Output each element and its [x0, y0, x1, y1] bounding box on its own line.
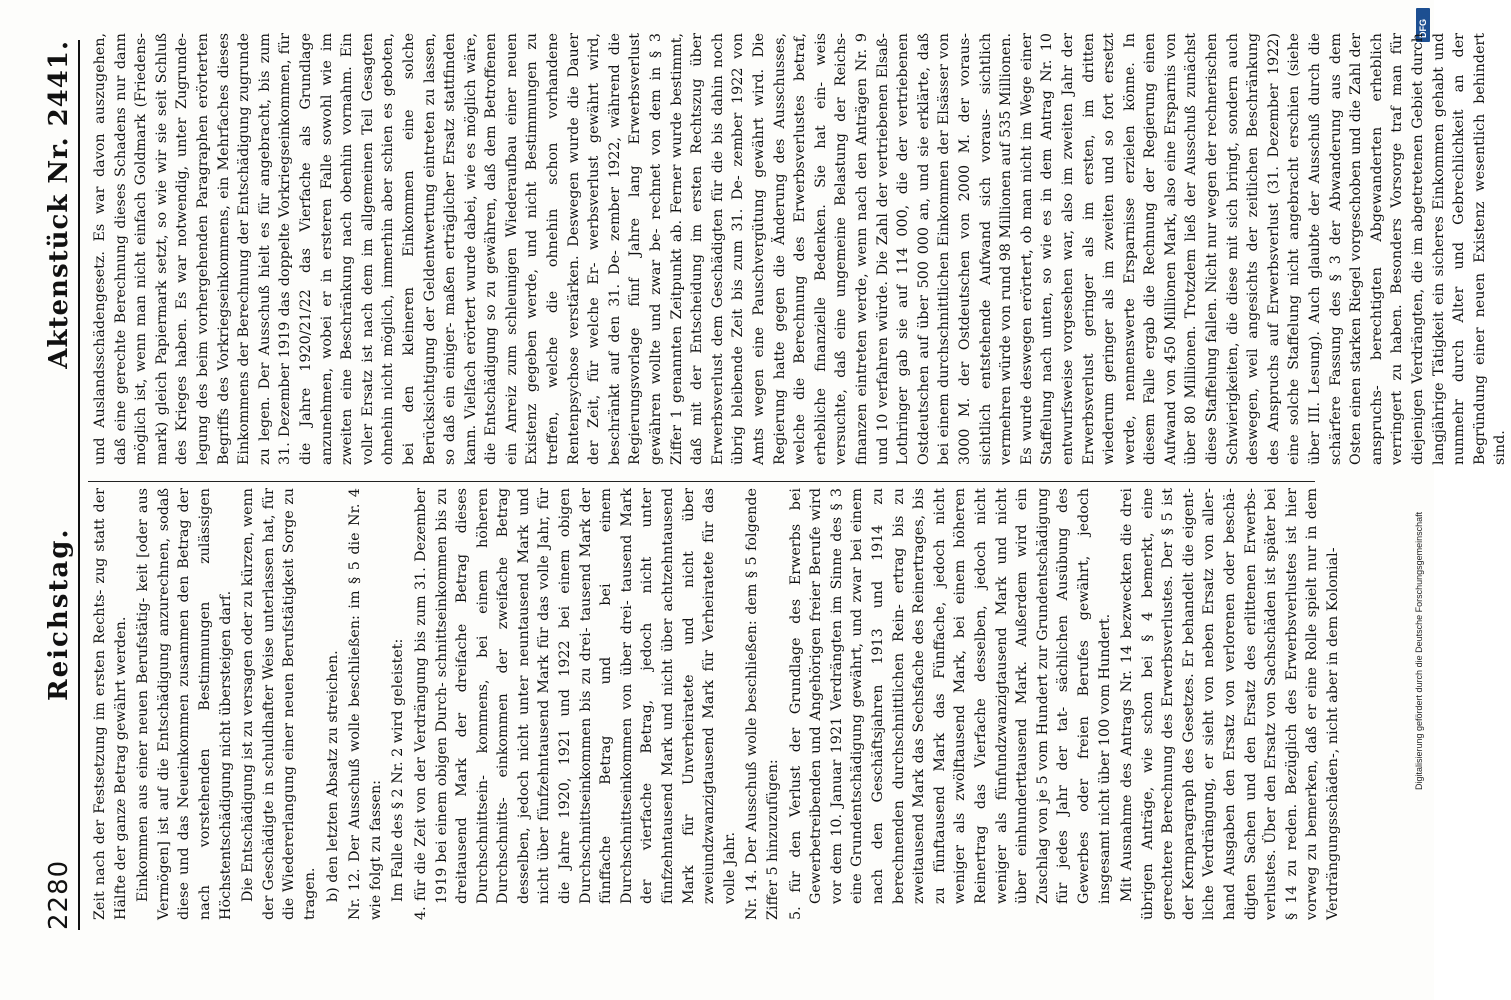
body-paragraph: Einkommen aus einer neuen Berufstätig- keit [oder aus Vermögen] ist auf die Entschädigung anzurechnen, sodaß diese und das Neueinkommen zusammen den Betrag der nach vorstehenden Bestimmungen zulässigen Höchstentschädigung nicht übersteigen darf. — [135, 488, 234, 920]
dfg-logo: DFG — [1416, 8, 1430, 42]
digitization-credit-text: Digitalisierung gefördert durch die Deutsche Forschungsgemeinschaft — [1414, 511, 1424, 790]
body-paragraph: Nr. 14. Der Ausschuß wolle beschließen: dem § 5 folgende Ziffer 5 hinzuzufügen: — [744, 488, 781, 920]
list-item-paragraph: 5. für den Verlust der Grundlage des Erwerbs bei Gewerbetreibenden und Angehörigen freier Berufe wird vor dem 10. Januar 1921 Verdrängten im Sinne des § 3 eine Grundentschädigung gewährt, und zwar bei einem nach den Geschäftsjahren 1913 und 1914 zu berechnenden durchschnittlichen Rein- ertrag bis zu zweitausend Mark das Sechsfache des Reinertrages, bis zu fünftausend Mark das Fünffache, jedoch nicht weniger als zwölftausend Mark, bei einem höheren Reinertrag das Vierfache desselben, jedoch nicht weniger als fünfundzwanzigtausend Mark und nicht über einhunderttausend Mark. Außerdem wird ein Zuschlag von je 5 vom Hundert zur Grundentschädigung für jedes Jahr der tat- sächlichen Ausübung des Gewerbes oder freien Berufes gewährt, jedoch insgesamt nicht über 100 vom Hundert. — [787, 488, 1113, 920]
body-paragraph: Die Entschädigung ist zu versagen oder zu kürzen, wenn der Geschädigte in schuldhafter Weise unterlassen hat, für die Wiedererlangung einer neuen Berufstätigkeit Sorge zu tragen. — [240, 488, 318, 920]
body-paragraph: b) den letzten Absatz zu streichen. — [324, 650, 341, 902]
left-text-column — [90, 488, 1342, 920]
column-divider — [88, 481, 1315, 482]
page-number: 2280 — [44, 859, 74, 930]
body-paragraph: und Auslandsschädengesetz. Es war davon auszugehen, daß eine gerechte Berechnung dieses Schadens nur dann möglich ist, wenn man nicht einfach Goldmark (Friedens- mark) gleich Papiermark setzt, so wie wir sie seit Schluß des Krieges haben. Es war notwendig, unter Zugrunde- legung des beim vorhergehenden Paragraphen erörterten Begriffs des Vorkriegseinkommens, ein Mehrfaches dieses Einkommens der Berechnung der Entschädigung zugrunde zu legen. Der Ausschuß hielt es für angebracht, bis zum 31. Dezember 1919 das doppelte Vorkriegseinkommen, für die Jahre 1920/21/22 das Vierfache als Grundlage anzunehmen, wobei er in ersteren Falle sowohl wie im zweiten eine Beschränkung nach obenhin vornahm. Ein voller Ersatz ist nach dem im allgemeinen Teil Gesagten ohnehin nicht möglich, immerhin aber schien es geboten, bei den kleineren Einkommen eine solche Berücksichtigung der Geldentwertung eintreten zu lassen, so daß ein einiger- maßen erträglicher Ersatz stattfinden kann. Vielfach erörtert wurde dabei, wie es möglich wäre, die Entschädigung so zu gewähren, daß dem Betroffenen ein Anreiz zum schleunigen Wiederaufbau einer neuen Existenz gegeben werde, und nicht Bestimmungen zu treffen, welche die ohnehin schon vorhandene Rentenpsychose verstärken. Deswegen wurde die Dauer der Zeit, für welche Er- werbsverlust gewährt wird, beschränkt auf den 31. De- zember 1922, während die Regierungsvorlage fünf Jahre lang Erwerbsverlust gewähren wollte und zwar be- rechnet von dem in § 3 Ziffer 1 genannten Zeitpunkt ab. Ferner wurde bestimmt, daß mit der Entscheidung im ersten Rechtszug über Erwerbsverlust dem Geschädigten für die bis dahin noch übrig bleibende Zeit bis zum 31. De- zember 1922 von Amts wegen eine Pauschvergütung gewährt wird. Die Regierung hatte gegen die Änderung des Ausschusses, welche die Berechnung des Erwerbsverlustes betraf, erhebliche finanzielle Bedenken. Sie hat ein- weis versuchte, daß eine ungemeine Belastung der Reichs- finanzen eintreten werde, wenn nach den Anträgen Nr. 9 und 10 verfahren würde. Die Zahl der vertriebenen Elsaß-Lothringer gab sie auf 114 000, die der vertriebenen Ostdeutschen auf über 500 000 an, und sie erklärte, daß bei einem durchschnittlichen Einkommen der Elsässer von 3000 M. der Ostdeutschen von 2000 M. der voraus- sichtlich entstehende Aufwand sich voraus- sichtlich vermehren würde von rund 98 Millionen auf 535 Millionen. Es wurde deswegen erörtert, ob man nicht im Wege einer Staffelung nach unten, so wie es in dem Antrag Nr. 10 entwurfsweise vorgesehen war, also im zweiten Jahr der Erwerbsverlust geringer als im ersten, im dritten wiederum geringer als im zweiten und so fort ersetzt werde, nennenswerte Ersparnisse erzielen könne. In diesem Falle ergab die Rechnung der Regierung einen Aufwand von 450 Millionen Mark, also eine Ersparnis von über 80 Millionen. Trotzdem ließ der Ausschuß zunächst diese Staffelung fallen. Nicht nur wegen der rechnerischen Schwierigkeiten, die diese mit sich bringt, sondern auch deswegen, weil angesichts der zeitlichen Beschränkung des Anspruchs auf Erwerbsverlust (31. Dezember 1922) eine solche Staffelung nicht angebracht erschien (siehe über III. Lesung). Auch glaubte der Ausschuß durch die schärfere Fassung des § 3 der Abwanderung aus dem Osten einen starken Riegel vorgeschoben und die Zahl der anspruchs- berechtigten Abgewanderten erheblich verringert zu haben. Besonders Vorsorge traf man für diejenigen Verdrängten, die im abgetretenen Gebiet durch langjährige Tätigkeit ein sicheres Einkommen gehabt und nunmehr durch Alter und Gebrechlichkeit an der Begründung einer neuen Existenz wesentlich behindert sind. — [92, 33, 1509, 465]
page-header — [30, 40, 80, 930]
body-paragraph: Im Falle des § 2 Nr. 2 wird geleistet: — [390, 638, 407, 902]
body-paragraph: Mit Ausnahme des Antrags Nr. 14 bezweckten die drei übrigen Anträge, wie schon bei § 4 bemerkt, eine gerechtere Berechnung des Erwerbsverlustes. Der § 5 ist der Kernparagraph des Gesetzes. Er behandelt die eigent- liche Verdrängung, er sieht von neben Ersatz von aller- hand Ausgaben den Ersatz von verlorenen oder beschä- digten Sachen und den Ersatz des erlittenen Erwerbs- verlustes. Über den Ersatz von Sachschäden ist später bei § 14 zu reden. Bezüglich des Erwerbsverlustes ist hier vorweg zu bemerken, daß er eine Rolle spielt nur in dem Verdrängungsschäden-, nicht aber in dem Kolonial- — [1119, 488, 1342, 920]
right-text-column — [90, 33, 1509, 465]
list-item-paragraph: 4. für die Zeit von der Verdrängung bis zum 31. Dezember 1919 bei einem obigen Durch- schnittseinkommen bis zu dreitausend Mark der dreifache Betrag dieses Durchschnittsein- kommens, bei einem höheren Durchschnitts- einkommen der zweifache Betrag desselben, jedoch nicht unter neuntausend Mark und nicht über fünfzehntausend Mark für das volle Jahr, für die Jahre 1920, 1921 und 1922 bei einem obigen Durchschnittseinkommen bis zu drei- tausend Mark der fünffache Betrag und bei einem Durchschnittseinkommen von über drei- tausend Mark der vierfache Betrag, jedoch nicht unter fünfzehntausend Mark und nicht über achtzehntausend Mark für Unverheiratete und nicht über zweiundzwanzigtausend Mark für Verheiratete für das volle Jahr. — [412, 488, 738, 920]
running-title: Reichstag. — [44, 527, 74, 702]
body-paragraph: Nr. 12. Der Ausschuß wolle beschließen: im § 5 die Nr. 4 wie folgt zu fassen: — [347, 488, 384, 920]
document-number: Aktenstück Nr. 2441. — [44, 40, 74, 369]
body-paragraph: Zeit nach der Festsetzung im ersten Rechts- zug statt der Hälfte der ganze Betrag gewährt werden. — [92, 488, 129, 920]
